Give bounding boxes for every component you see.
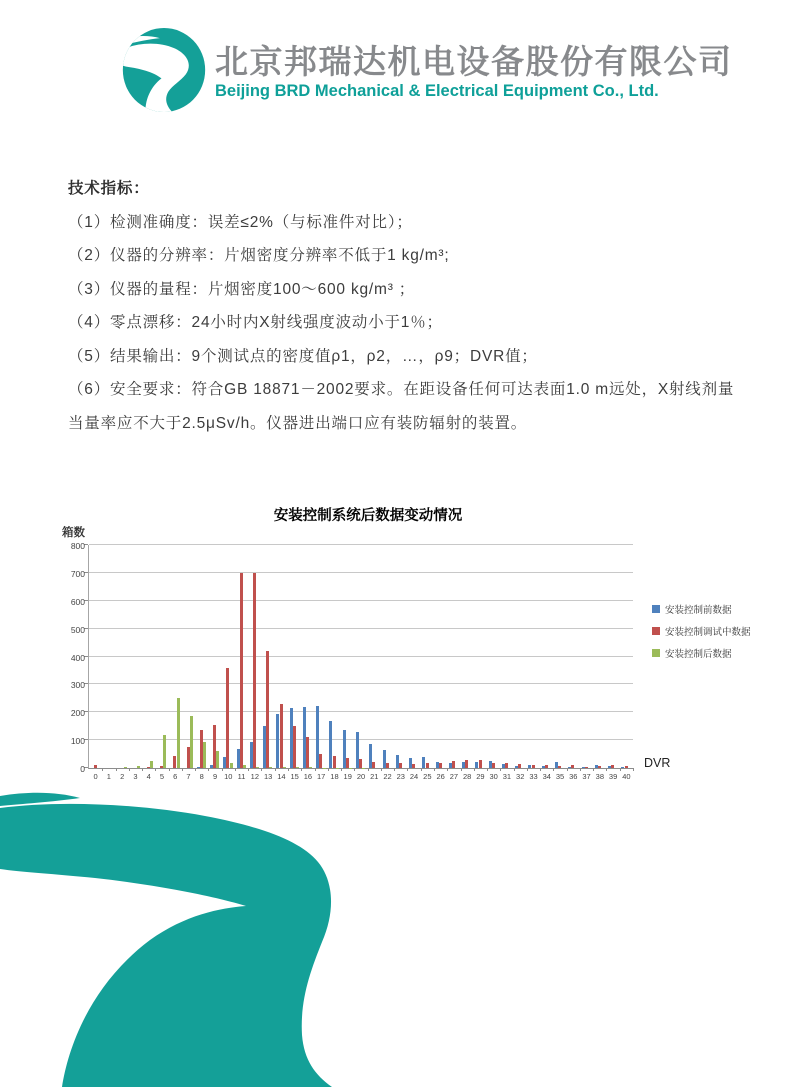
x-axis-tick-label: 12	[248, 772, 262, 781]
bar-25-series-1	[426, 763, 429, 768]
x-axis-tick	[368, 768, 369, 771]
y-axis-tick-label: 0	[55, 764, 85, 774]
x-axis-tick-label: 28	[460, 772, 474, 781]
y-axis-title: 箱数	[62, 524, 85, 540]
x-axis-tick	[633, 768, 634, 771]
x-axis-tick	[142, 768, 143, 771]
x-axis-tick-label: 27	[447, 772, 461, 781]
bar-30-series-1	[492, 763, 495, 768]
bar-24-series-1	[412, 764, 415, 768]
x-axis-tick	[102, 768, 103, 771]
x-axis-tick-label: 1	[102, 772, 116, 781]
x-axis-tick	[195, 768, 196, 771]
bar-3-series-2	[137, 766, 140, 768]
bar-39-series-1	[611, 765, 614, 768]
bar-29-series-1	[479, 760, 482, 768]
bar-13-series-1	[266, 651, 269, 768]
x-axis-tick-label: 38	[593, 772, 607, 781]
x-axis-tick-label: 17	[314, 772, 328, 781]
bar-26-series-1	[439, 763, 442, 768]
gridline	[89, 544, 633, 545]
x-axis-tick	[169, 768, 170, 771]
x-axis-tick	[620, 768, 621, 771]
legend-swatch-icon	[652, 649, 660, 657]
bar-18-series-1	[333, 756, 336, 768]
x-axis-tick	[208, 768, 209, 771]
legend-label: 安装控制后数据	[665, 646, 732, 660]
x-axis-tick-label: 20	[354, 772, 368, 781]
x-axis-tick	[275, 768, 276, 771]
x-axis-tick	[514, 768, 515, 771]
swoosh-ribbon	[0, 804, 332, 1087]
chart-title: 安装控制系统后数据变动情况	[88, 504, 648, 525]
x-axis-tick	[407, 768, 408, 771]
x-axis-tick	[341, 768, 342, 771]
spec-item-4: （4）零点漂移：24小时内X射线强度波动小于1％；	[68, 306, 740, 340]
x-axis-tick-label: 2	[115, 772, 129, 781]
x-axis-tick	[222, 768, 223, 771]
bar-16-series-2	[309, 767, 312, 768]
bar-12-series-1	[253, 573, 256, 768]
spec-item-3: （3）仪器的量程：片烟密度100～600 kg/m³ ；	[68, 273, 740, 307]
bar-37-series-1	[585, 767, 588, 768]
y-axis-tick-label: 500	[55, 625, 85, 635]
x-axis-tick-label: 21	[367, 772, 381, 781]
x-axis-tick-label: 23	[394, 772, 408, 781]
swoosh-decoration	[0, 790, 800, 1087]
company-name-cn: 北京邦瑞达机电设备股份有限公司	[215, 36, 685, 83]
x-axis-tick	[288, 768, 289, 771]
x-axis-tick	[580, 768, 581, 771]
x-axis-tick-label: 7	[182, 772, 196, 781]
gridline	[89, 739, 633, 740]
gridline	[89, 628, 633, 629]
x-axis-tick	[474, 768, 475, 771]
legend-swatch-icon	[652, 627, 660, 635]
x-axis-tick	[421, 768, 422, 771]
x-axis-tick	[261, 768, 262, 771]
x-axis-tick-label: 32	[513, 772, 527, 781]
bar-7-series-2	[190, 716, 193, 768]
x-axis-tick-label: 0	[89, 772, 103, 781]
x-axis-tick	[235, 768, 236, 771]
x-axis-tick-label: 14	[274, 772, 288, 781]
bar-23-series-1	[399, 763, 402, 768]
bar-5-series-2	[163, 735, 166, 768]
x-axis-tick-label: 10	[221, 772, 235, 781]
bar-4-series-2	[150, 761, 153, 768]
x-axis-tick-label: 26	[434, 772, 448, 781]
bar-11-series-1	[240, 573, 243, 768]
x-axis-tick-label: 16	[301, 772, 315, 781]
y-axis-tick-label: 600	[55, 597, 85, 607]
x-axis-tick	[381, 768, 382, 771]
bar-33-series-1	[532, 765, 535, 768]
x-axis-tick-label: 40	[619, 772, 633, 781]
bar-8-series-2	[203, 742, 206, 768]
x-axis-tick-label: 8	[195, 772, 209, 781]
x-axis-tick-label: 13	[261, 772, 275, 781]
x-axis-tick-label: 33	[526, 772, 540, 781]
y-axis-tick-label: 100	[55, 736, 85, 746]
plot-area	[88, 545, 633, 769]
x-axis-tick	[328, 768, 329, 771]
x-axis-label: DVR	[644, 756, 670, 770]
bar-0-series-1	[94, 765, 97, 768]
bar-15-series-1	[293, 726, 296, 768]
y-axis-tick-label: 400	[55, 653, 85, 663]
x-axis-tick	[500, 768, 501, 771]
bar-22-series-1	[386, 763, 389, 768]
spec-item-6: （6）安全要求：符合GB 18871－2002要求。在距设备任何可达表面1.0 m远处，X射线剂量当量率应不大于2.5μSv/h。仪器进出端口应有装防辐射的装置。	[68, 373, 740, 440]
company-name-en: Beijing BRD Mechanical & Electrical Equipment Co., Ltd.	[215, 82, 695, 101]
x-axis-tick	[461, 768, 462, 771]
x-axis-tick-label: 34	[540, 772, 554, 781]
bar-10-series-1	[226, 668, 229, 768]
legend-item	[652, 646, 751, 660]
bar-19-series-1	[346, 758, 349, 768]
spec-item-2: （2）仪器的分辨率：片烟密度分辨率不低于1 kg/m³;	[68, 239, 740, 273]
bar-14-series-1	[280, 704, 283, 768]
x-axis-tick	[434, 768, 435, 771]
bar-16-series-1	[306, 737, 309, 768]
x-axis-tick	[447, 768, 448, 771]
x-axis-tick	[553, 768, 554, 771]
bar-36-series-1	[571, 765, 574, 768]
x-axis-tick-label: 6	[168, 772, 182, 781]
x-axis-tick-label: 39	[606, 772, 620, 781]
bar-9-series-2	[216, 751, 219, 768]
bar-31-series-1	[505, 763, 508, 768]
bar-2-series-2	[124, 767, 127, 768]
bar-28-series-1	[465, 760, 468, 768]
x-axis-tick	[182, 768, 183, 771]
gridline	[89, 683, 633, 684]
x-axis-tick	[394, 768, 395, 771]
bar-17-series-1	[319, 754, 322, 768]
dvr-bar-chart	[60, 500, 760, 792]
bar-6-series-2	[177, 698, 180, 768]
bar-13-series-2	[269, 767, 272, 768]
x-axis-tick	[315, 768, 316, 771]
x-axis-tick	[155, 768, 156, 771]
bar-32-series-1	[518, 764, 521, 768]
x-axis-tick	[248, 768, 249, 771]
bar-27-series-1	[452, 761, 455, 768]
bar-34-series-1	[545, 765, 548, 768]
spec-item-1: （1）检测准确度：误差≤2%（与标准件对比）；	[68, 206, 740, 240]
bar-35-series-1	[558, 766, 561, 768]
x-axis-tick	[487, 768, 488, 771]
bar-21-series-1	[372, 762, 375, 768]
x-axis-tick-label: 37	[580, 772, 594, 781]
bar-20-series-1	[359, 759, 362, 768]
tech-specs-section	[68, 172, 740, 440]
y-axis-tick-label: 300	[55, 680, 85, 690]
company-logo-icon	[122, 28, 206, 112]
bar-10-series-2	[230, 763, 233, 768]
y-axis-tick-label: 200	[55, 708, 85, 718]
y-axis-tick-label: 700	[55, 569, 85, 579]
bar-12-series-2	[256, 767, 259, 768]
x-axis-tick	[116, 768, 117, 771]
gridline	[89, 600, 633, 601]
x-axis-tick	[129, 768, 130, 771]
specs-heading: 技术指标：	[68, 172, 740, 206]
legend-label: 安装控制调试中数据	[665, 624, 751, 638]
x-axis-tick-label: 31	[500, 772, 514, 781]
x-axis-tick-label: 3	[128, 772, 142, 781]
bar-11-series-2	[243, 765, 246, 768]
gridline	[89, 656, 633, 657]
x-axis-tick	[606, 768, 607, 771]
legend-label: 安装控制前数据	[665, 602, 732, 616]
x-axis-tick-label: 25	[420, 772, 434, 781]
bar-14-series-2	[283, 767, 286, 768]
bar-38-series-1	[598, 766, 601, 768]
x-axis-tick-label: 30	[487, 772, 501, 781]
chart-legend	[652, 602, 751, 668]
x-axis-tick	[567, 768, 568, 771]
bar-15-series-2	[296, 767, 299, 768]
x-axis-tick-label: 19	[341, 772, 355, 781]
legend-item	[652, 624, 751, 638]
x-axis-tick	[354, 768, 355, 771]
x-axis-tick-label: 35	[553, 772, 567, 781]
legend-item	[652, 602, 751, 616]
x-axis-tick-label: 24	[407, 772, 421, 781]
x-axis-tick-label: 18	[327, 772, 341, 781]
legend-swatch-icon	[652, 605, 660, 613]
x-axis-tick	[301, 768, 302, 771]
x-axis-tick	[540, 768, 541, 771]
bar-40-series-1	[625, 766, 628, 768]
gridline	[89, 572, 633, 573]
page-header	[0, 0, 800, 130]
x-axis-tick-label: 4	[142, 772, 156, 781]
x-axis-tick-label: 36	[566, 772, 580, 781]
x-axis-tick	[593, 768, 594, 771]
spec-item-5: （5）结果输出：9个测试点的密度值ρ1，ρ2，…，ρ9；DVR值；	[68, 340, 740, 374]
x-axis-tick-label: 15	[288, 772, 302, 781]
x-axis-tick-label: 9	[208, 772, 222, 781]
y-axis-tick-label: 800	[55, 541, 85, 551]
x-axis-tick	[527, 768, 528, 771]
x-axis-tick-label: 22	[381, 772, 395, 781]
x-axis-tick-label: 29	[473, 772, 487, 781]
x-axis-tick-label: 11	[235, 772, 249, 781]
x-axis-tick-label: 5	[155, 772, 169, 781]
gridline	[89, 711, 633, 712]
